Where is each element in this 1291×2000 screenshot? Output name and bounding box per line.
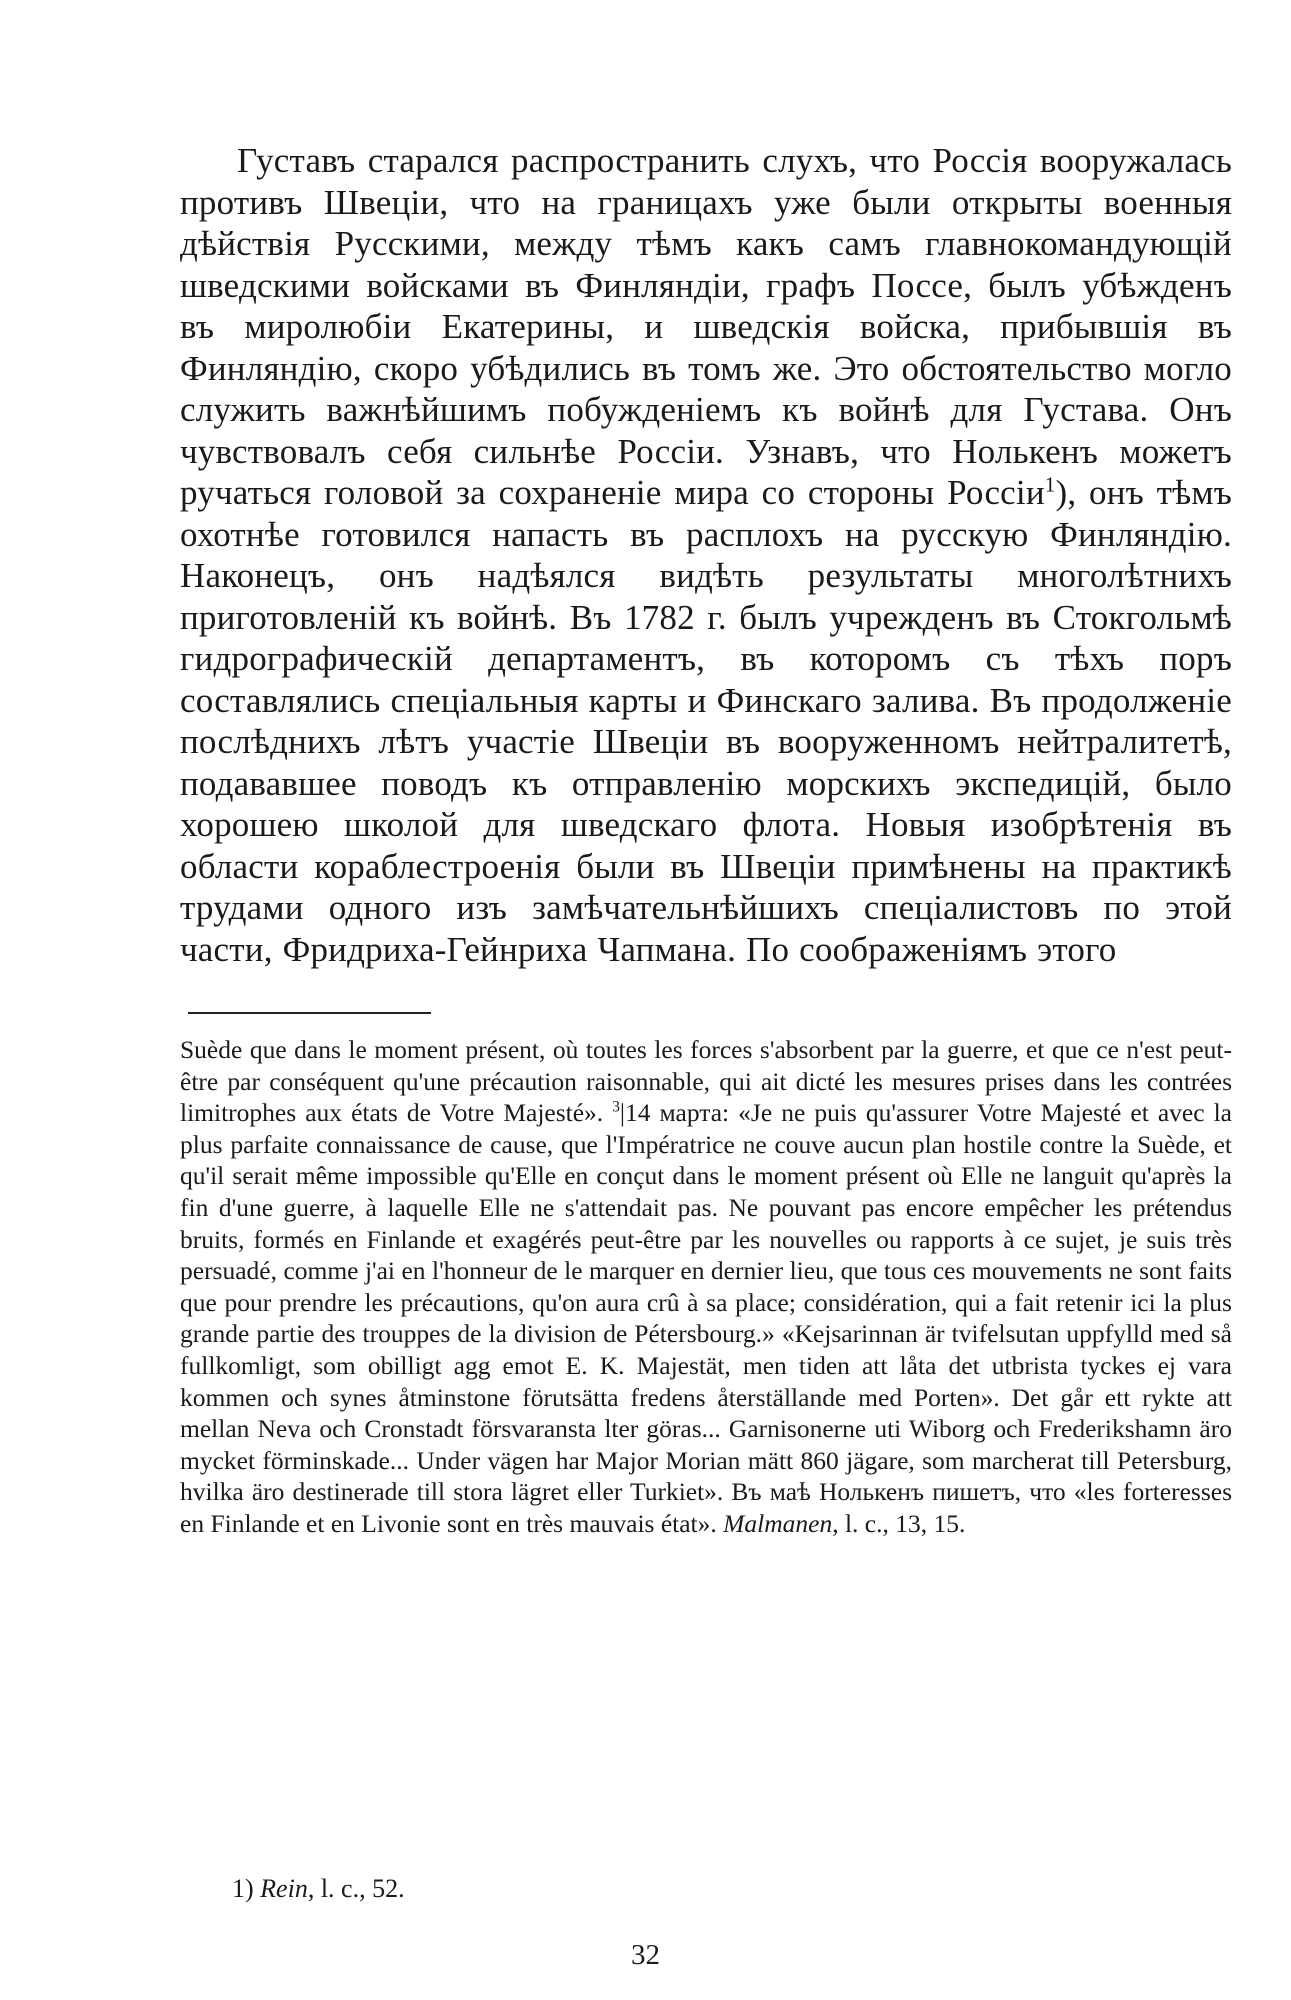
main-text [180, 140, 1232, 970]
footnote-1 [232, 1873, 405, 1905]
footnote-1-citation: , l. c., 52. [307, 1874, 405, 1903]
main-text-before-note: Густавъ старался распространить слухъ, что Россія вооружалась противъ Швеціи, что на границахъ уже были открыты военныя дѣйствія Русскими, между тѣмъ какъ самъ главнокомандующій шведскими войсками въ Финляндіи, графъ Поссе, былъ убѣжденъ въ миролюбіи Екатерины, и шведскія войска, прибывшія въ Финляндію, скоро убѣдились въ томъ же. Это обстоятельство могло служить важнѣйшимъ побужденіемъ къ войнѣ для Густава. Онъ чувствовалъ себя сильнѣе Россіи. Узнавъ, что Нолькенъ можетъ ручаться головой за сохраненіе мира со стороны Россіи [180, 141, 1232, 512]
footnote-1-marker: 1) [232, 1874, 254, 1903]
footnote-citation: , l. c., 13, 15. [832, 1508, 966, 1538]
footnote-text-before-date: Suède que dans le moment présent, où toutes les forces s'absorbent par la guerre, et que ce n'est peut-être par conséquent qu'une précaution raisonnable, qui ait dicté les mesures prises dans les contrées limitrophes aux états de Votre Majesté». [180, 1035, 1232, 1128]
footnote-marker: 1 [1044, 472, 1056, 497]
footnote-author: Malmanen [723, 1508, 833, 1538]
footnote-divider [188, 1012, 431, 1014]
footnote-date-numerator: 3 [612, 1098, 620, 1116]
footnote-text-body: |14 марта: «Je ne puis qu'assurer Votre Majesté et avec la plus parfaite connaissance de cause, que l'Impératrice ne couve aucun plan hostile contre la Suède, et qu'il serait même impossible qu'Elle en conçut dans le moment présent où Elle ne languit qu'après la fin d'une guerre, à laquelle Elle ne s'attendait pas. Ne pouvant pas encore empêcher les prétendus bruits, formés en Finlande et exagérés peut-être par les nouvelles ou rapports à ce sujet, je suis très persuadé, comme j'ai en l'honneur de le marquer en dernier lieu, que tous ces mouvements ne sont faits que pour prendre les précautions, qu'on aura crû à sa place; considération, qui a fait retenir ici la plus grande partie des trouppes de la division de Pétersbourg.» «Kejsarinnan är tvifelsutan uppfylld med så fullkomligt, som obilligt agg emot E. K. Majestät, men tiden att låta det utbrista tyckes ej vara kommen och synes åtminstone förutsätta fredens återställande med Porten». Det går ett rykte att mellan Neva och Cronstadt försvaransta lter göras... Garnisonerne uti Wiborg och Frederikshamn äro mycket förminskade... Under vägen har Major Morian mätt 860 jägare, som marcherat till Petersburg, hvilka äro destinerade till stora lägret eller Turkiet». Въ маѣ Нолькенъ пишетъ, что «les forteresses en Finlande et en Livonie sont en très mauvais état». [180, 1098, 1232, 1538]
footnote-text [180, 1034, 1232, 1540]
main-text-after-note: ), онъ тѣмъ охотнѣе готовился напасть въ расплохъ на русскую Финляндію. Наконецъ, онъ надѣялся видѣть результаты многолѣтнихъ приготовленій къ войнѣ. Въ 1782 г. былъ учрежденъ въ Стокгольмѣ гидрографическій департаментъ, въ которомъ съ тѣхъ поръ составлялись спеціальныя карты и Финскаго залива. Въ продолженіе послѣднихъ лѣтъ участіе Швеціи въ вооруженномъ нейтралитетѣ, подававшее поводъ къ отправленію морскихъ экспедицій, было хорошею школой для шведскаго флота. Новыя изобрѣтенія въ области кораблестроенія были въ Швеціи примѣнены на практикѣ трудами одного изъ замѣчательнѣйшихъ спеціалистовъ по этой части, Фридриха-Гейнриха Чапмана. По соображеніямъ этого [180, 473, 1232, 969]
footnote-1-author: Rein [260, 1874, 308, 1903]
page-number: 32 [631, 1939, 660, 1971]
